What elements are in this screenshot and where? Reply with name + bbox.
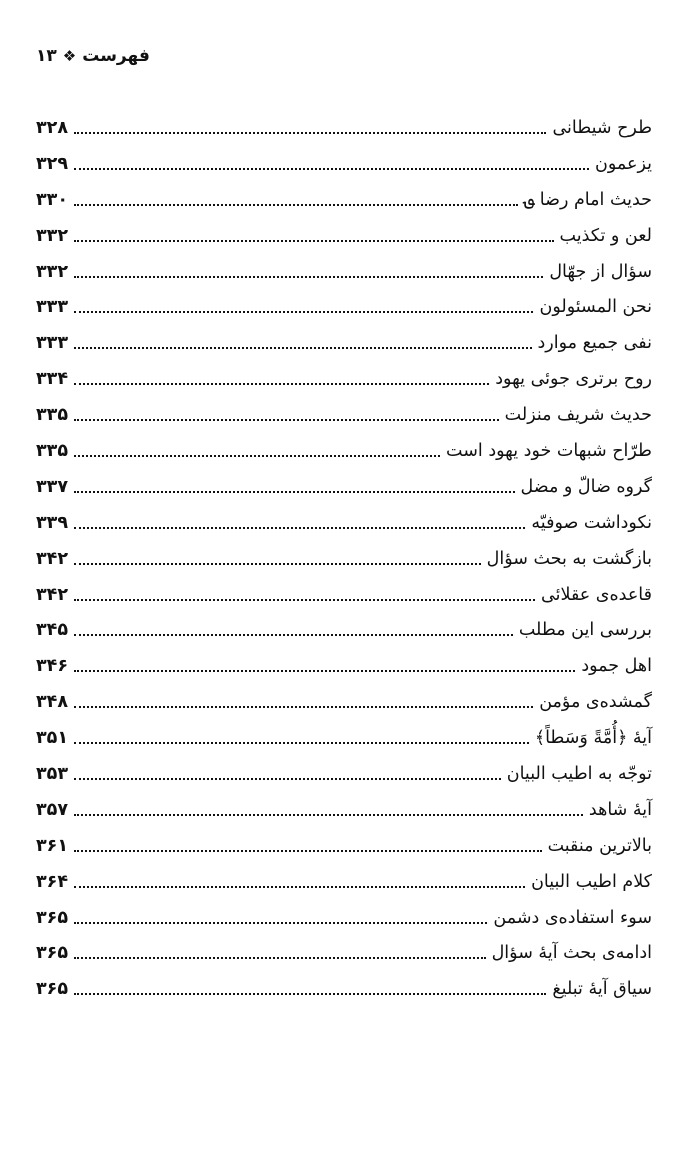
toc-entry-title: گروه ضالّ و مضل [520, 476, 652, 497]
toc-entry-title: آیهٔ شاهد [588, 799, 652, 820]
toc-entry[interactable] [36, 110, 652, 146]
toc-entry[interactable] [36, 792, 652, 828]
toc-entry-page-number: ۳۳۲ [36, 225, 69, 246]
toc-entry-title: قاعده‌ی عقلائی [541, 584, 652, 605]
toc-entry-title: نفی جمیع موارد [537, 333, 652, 354]
dot-leader [74, 599, 535, 601]
toc-entry[interactable] [36, 541, 652, 577]
toc-entry-page-number: ۳۳۷ [36, 476, 69, 497]
toc-entry-page-number: ۳۳۴ [36, 369, 69, 390]
dot-leader [74, 706, 533, 708]
toc-entry[interactable] [36, 254, 652, 290]
dot-leader [74, 455, 440, 457]
toc-entry-title: بازگشت به بحث سؤال [486, 548, 652, 569]
toc-entry[interactable] [36, 900, 652, 936]
toc-entry[interactable] [36, 684, 652, 720]
toc-entry[interactable] [36, 864, 652, 900]
dot-leader [74, 742, 529, 744]
toc-entry-title: گمشده‌ی مؤمن [539, 692, 652, 713]
dot-leader [74, 491, 514, 493]
toc-entry-page-number: ۳۶۱ [36, 835, 69, 856]
dot-leader [74, 922, 487, 924]
toc-entry-page-number: ۳۴۲ [36, 548, 69, 569]
toc-entry[interactable] [36, 756, 652, 792]
dot-leader [74, 993, 546, 995]
dot-leader [74, 957, 486, 959]
dot-leader [74, 778, 501, 780]
dot-leader [74, 850, 542, 852]
toc-entry-title: آیهٔ ﴿أُمَّةً وَسَطاً﴾ [534, 728, 652, 749]
toc-entry-page-number: ۳۶۵ [36, 907, 69, 928]
toc-entry-page-number: ۳۴۵ [36, 620, 69, 641]
toc-entry[interactable] [36, 648, 652, 684]
toc-entry-title: کلام اطیب البیان [531, 871, 652, 892]
dot-leader [74, 670, 575, 672]
toc-entry-page-number: ۳۲۹ [36, 153, 69, 174]
toc-entry-title: طرّاح شبهات خود یهود است [446, 440, 652, 461]
toc-entry-page-number: ۳۵۱ [36, 728, 69, 749]
toc-entry-title: نکوداشت صوفیّه [531, 512, 652, 533]
toc-entry-title: حدیث امام رضا ؈ [523, 189, 652, 210]
toc-entry[interactable] [36, 828, 652, 864]
dot-leader [74, 347, 531, 349]
dot-leader [74, 276, 543, 278]
dot-leader [74, 563, 481, 565]
toc-entry-title: سیاق آیهٔ تبلیغ [552, 979, 652, 1000]
toc-entry-title: بالاترین منقبت [547, 835, 652, 856]
toc-entry-page-number: ۳۲۸ [36, 117, 69, 138]
toc-entry[interactable] [36, 397, 652, 433]
toc-entry[interactable] [36, 505, 652, 541]
table-of-contents [36, 110, 652, 1007]
toc-entry[interactable] [36, 612, 652, 648]
toc-entry[interactable] [36, 146, 652, 182]
toc-entry-page-number: ۳۳۵ [36, 440, 69, 461]
dot-leader [74, 886, 525, 888]
toc-entry-title: سوء استفاده‌ی دشمن [493, 907, 652, 928]
toc-entry[interactable] [36, 971, 652, 1007]
toc-entry-title: یزعمون [595, 153, 652, 174]
toc-entry-page-number: ۳۳۵ [36, 405, 69, 426]
toc-entry-page-number: ۳۵۳ [36, 763, 69, 784]
dot-leader [74, 419, 499, 421]
toc-entry[interactable] [36, 361, 652, 397]
running-header [36, 46, 150, 66]
toc-entry-page-number: ۳۳۲ [36, 261, 69, 282]
toc-entry-title: طرح شیطانی [552, 117, 652, 138]
toc-entry-page-number: ۳۴۲ [36, 584, 69, 605]
toc-entry[interactable] [36, 325, 652, 361]
toc-entry[interactable] [36, 218, 652, 254]
header-page-number: ۱۳ [36, 46, 57, 66]
toc-entry-title: روح برتری جوئی یهود [495, 369, 652, 390]
dot-leader [74, 240, 554, 242]
toc-entry[interactable] [36, 720, 652, 756]
toc-entry-title: لعن و تکذیب [559, 225, 652, 246]
toc-entry-title: نحن المسئولون [539, 297, 652, 318]
dot-leader [74, 634, 513, 636]
toc-entry-page-number: ۳۳۹ [36, 512, 69, 533]
toc-entry-title: ادامه‌ی بحث آیهٔ سؤال [491, 943, 652, 964]
dot-leader [74, 132, 546, 134]
toc-entry-title: بررسی این مطلب [518, 620, 652, 641]
toc-entry-page-number: ۳۴۸ [36, 692, 69, 713]
dot-leader [74, 168, 589, 170]
ornament-icon: ❖ [62, 47, 77, 65]
toc-entry-page-number: ۳۶۵ [36, 943, 69, 964]
toc-entry-page-number: ۳۵۷ [36, 799, 69, 820]
toc-entry[interactable] [36, 289, 652, 325]
toc-entry-page-number: ۳۶۴ [36, 871, 69, 892]
dot-leader [74, 527, 525, 529]
toc-entry-page-number: ۳۶۵ [36, 979, 69, 1000]
toc-entry-title: اهل جمود [581, 656, 652, 677]
toc-entry-page-number: ۳۳۳ [36, 333, 69, 354]
toc-entry[interactable] [36, 469, 652, 505]
toc-entry-title: توجّه به اطیب البیان [506, 763, 652, 784]
toc-entry-title: سؤال از جهّال [549, 261, 652, 282]
toc-entry-page-number: ۳۳۳ [36, 297, 69, 318]
toc-entry[interactable] [36, 577, 652, 613]
header-title: فهرست [82, 46, 150, 66]
toc-entry-page-number: ۳۴۶ [36, 656, 69, 677]
toc-entry[interactable] [36, 935, 652, 971]
toc-entry[interactable] [36, 182, 652, 218]
toc-entry-title: حدیث شریف منزلت [504, 405, 652, 426]
dot-leader [74, 311, 533, 313]
toc-entry[interactable] [36, 433, 652, 469]
dot-leader [74, 814, 583, 816]
dot-leader [74, 383, 489, 385]
dot-leader [74, 204, 518, 206]
toc-entry-page-number: ۳۳۰ [36, 189, 69, 210]
